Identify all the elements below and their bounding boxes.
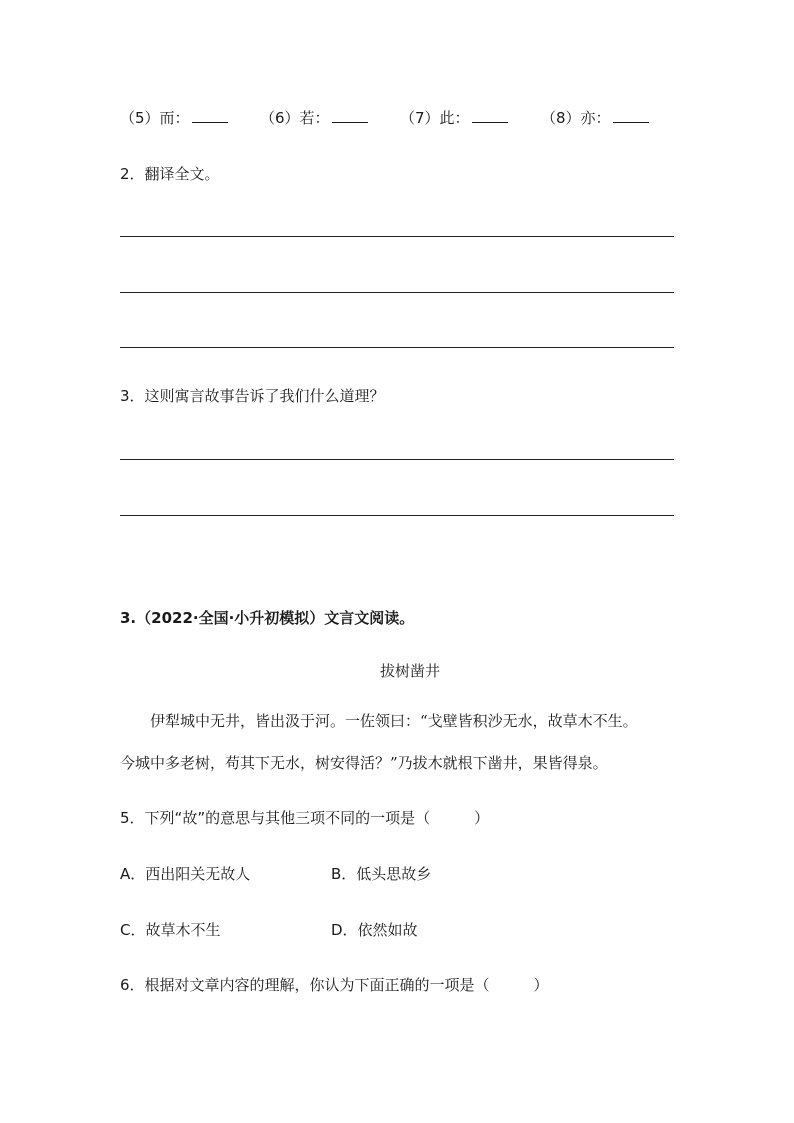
option-5-d[interactable]: D．依然如故 <box>331 921 418 939</box>
fill-blank-8[interactable] <box>613 108 649 123</box>
question-6-stem: 6．根据对文章内容的理解，你认为下面正确的一项是（ <box>120 976 490 994</box>
option-5-b[interactable]: B．低头思故乡 <box>331 865 432 883</box>
fill-item-7 <box>400 108 508 128</box>
passage-line-2: 今城中多老树，苟其下无水，树安得活？”乃拔木就根下凿井，果皆得泉。 <box>120 754 608 772</box>
option-5-a[interactable]: A．西出阳关无故人 <box>120 865 251 883</box>
option-5-c[interactable]: C．故草木不生 <box>120 921 221 939</box>
fill-item-5 <box>120 108 228 128</box>
question-2: 2．翻译全文。 <box>120 165 220 183</box>
question-3: 3．这则寓言故事告诉了我们什么道理？ <box>120 387 385 405</box>
section-heading: 3.（2022·全国·小升初模拟）文言文阅读。 <box>120 609 415 627</box>
fill-label-7: （7）此： <box>400 109 470 127</box>
fill-label-6: （6）若： <box>260 109 330 127</box>
question-5 <box>120 808 489 828</box>
fill-item-6 <box>260 108 368 128</box>
fill-blank-6[interactable] <box>332 108 368 123</box>
fill-blank-5[interactable] <box>192 108 228 123</box>
answer-line-2-3[interactable] <box>120 347 674 348</box>
question-6-close: ） <box>533 976 549 994</box>
answer-line-3-2[interactable] <box>120 515 674 516</box>
question-5-stem: 5．下列“故”的意思与其他三项不同的一项是（ <box>120 809 431 827</box>
fill-item-8 <box>541 108 649 128</box>
question-6 <box>120 975 549 995</box>
passage-line-1: 伊犁城中无井，皆出汲于河。一佐领曰：“戈壁皆积沙无水，故草木不生。 <box>150 712 638 730</box>
question-5-close: ） <box>474 809 490 827</box>
fill-blank-7[interactable] <box>472 108 508 123</box>
answer-line-2-2[interactable] <box>120 292 674 293</box>
answer-line-3-1[interactable] <box>120 459 674 460</box>
fill-label-5: （5）而： <box>120 109 190 127</box>
fill-label-8: （8）亦： <box>541 109 611 127</box>
answer-line-2-1[interactable] <box>120 236 674 237</box>
passage-title: 拔树凿井 <box>380 662 441 680</box>
